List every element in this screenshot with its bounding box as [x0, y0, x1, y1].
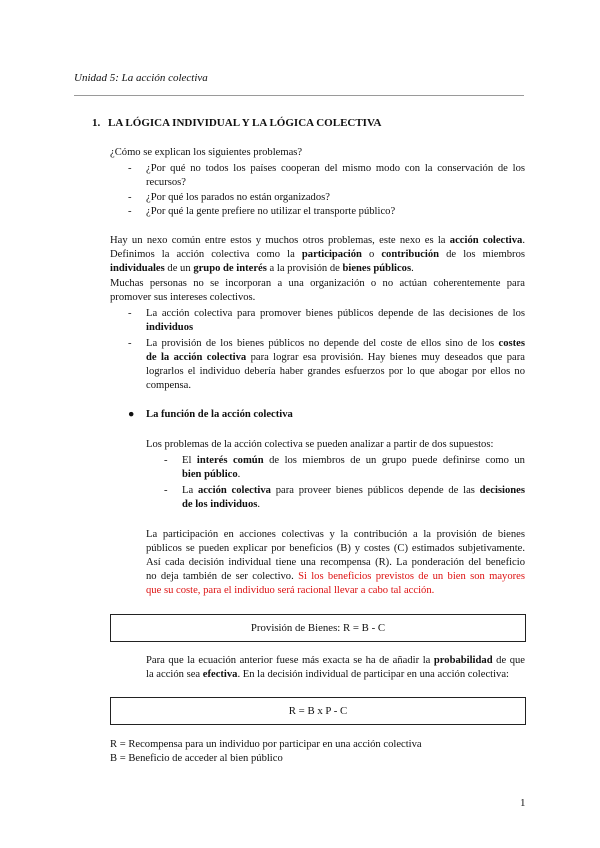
- text-line: Muchas personas no se incorporan a una organización o no actúan coherentemente para: [110, 278, 525, 289]
- section-title: LA LÓGICA INDIVIDUAL Y LA LÓGICA COLECTIVA: [108, 117, 382, 129]
- page-number: 1: [520, 797, 526, 809]
- text-line: Hay un nexo común entre estos y muchos otros problemas, este nexo es la acción colectiva.: [110, 235, 525, 246]
- list-dash: -: [128, 163, 132, 174]
- list-dash: -: [128, 192, 132, 203]
- list-dash: -: [128, 338, 132, 349]
- section-heading: [92, 117, 381, 129]
- assumptions-intro: Los problemas de la acción colectiva se pueden analizar a partir de dos supuestos:: [146, 439, 494, 450]
- legend-b: B = Beneficio de acceder al bien público: [110, 753, 283, 764]
- list-item: ¿Por qué los parados no están organizados?: [146, 192, 330, 203]
- list-item: ¿Por qué no todos los países cooperan del mismo modo con la conservación de los: [146, 163, 525, 174]
- list-item: ¿Por qué la gente prefiere no utilizar el transporte público?: [146, 206, 396, 217]
- text-line: Para que la ecuación anterior fuese más exacta se ha de añadir la probabilidad de que: [146, 655, 525, 666]
- text-line: la acción sea efectiva. En la decisión individual de participar en una acción colectiva:: [146, 669, 509, 680]
- legend-r: R = Recompensa para un individuo por participar en una acción colectiva: [110, 739, 422, 750]
- intro-question: ¿Cómo se explican los siguientes problemas?: [110, 147, 303, 158]
- formula-box-probability: R = B x P - C: [110, 697, 526, 725]
- list-item-continuation: lograrlos el individuo debería haber grandes esfuerzos por lo que abogar por ellos no: [146, 366, 525, 377]
- list-item-continuation: compensa.: [146, 380, 192, 391]
- list-dash: -: [164, 455, 168, 466]
- text-line: Así cada decisión individual tiene una recompensa (R). La ponderación del beneficio: [146, 557, 525, 568]
- list-item-continuation: individuos: [146, 322, 194, 333]
- list-dash: -: [128, 206, 132, 217]
- header-rule: [74, 95, 524, 96]
- text-line: Definimos la acción colectiva como la participación o contribución de los miembros: [110, 249, 525, 260]
- list-item: El interés común de los miembros de un grupo puede definirse como un: [182, 455, 525, 466]
- list-item: La acción colectiva para proveer bienes públicos depende de las decisiones: [182, 485, 525, 496]
- text-line: individuales de un grupo de interés a la provisión de bienes públicos.: [110, 263, 414, 274]
- text-line: públicos se pueden explicar por beneficios (B) y costes (C) estimados subjetivamente.: [146, 543, 525, 554]
- list-item-continuation: bien público.: [182, 469, 241, 480]
- subsection-title: La función de la acción colectiva: [146, 409, 293, 420]
- section-number: 1.: [92, 117, 101, 129]
- list-item: La provisión de los bienes públicos no depende del coste de ellos sino de los costes: [146, 338, 525, 349]
- highlighted-text: Si los beneficios previstos de un bien son mayores: [298, 571, 525, 582]
- text-line: no deja también de ser colectivo. Si los beneficios previstos de un bien son mayores: [146, 571, 525, 582]
- running-header: Unidad 5: La acción colectiva: [74, 72, 208, 84]
- formula-box-provision: Provisión de Bienes: R = B - C: [110, 614, 526, 642]
- list-item-continuation: recursos?: [146, 177, 187, 188]
- text-line: promover sus intereses colectivos.: [110, 292, 256, 303]
- bullet-icon: ●: [128, 409, 135, 420]
- highlighted-text: que su coste, para el individuo será racional llevar a cabo tal acción.: [146, 585, 435, 596]
- list-dash: -: [128, 308, 132, 319]
- text-line: La participación en acciones colectivas y la contribución a la provisión de bienes: [146, 529, 525, 540]
- list-item-continuation: de los individuos.: [182, 499, 261, 510]
- list-item: La acción colectiva para promover bienes públicos depende de las decisiones de los: [146, 308, 525, 319]
- list-dash: -: [164, 485, 168, 496]
- list-item-continuation: de la acción colectiva para lograr esa provisión. Hay bienes muy deseados que para: [146, 352, 525, 363]
